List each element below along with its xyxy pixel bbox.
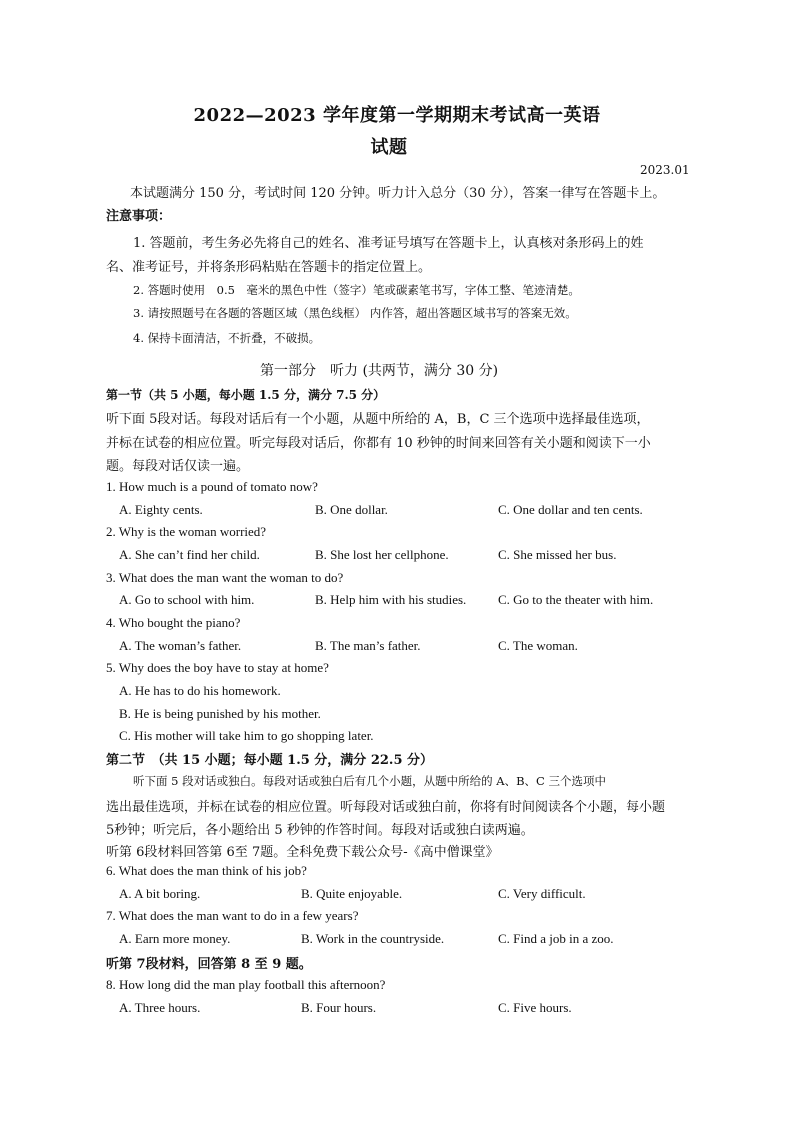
q3-option-b: B. Help him with his studies. (315, 592, 467, 607)
section2-instructions-3: 5秒钟；听完后，各小题给出 5 秒钟的作答时间。每段对话或独白读两遍。 (106, 823, 534, 838)
material-6-note: 听第 6段材料回答第 6至 7题。全科免费下载公众号-《高中僧课堂》 (106, 845, 499, 860)
notes-item-4: 4. 保持卡面清洁，不折叠，不破损。 (133, 331, 321, 345)
section1-instructions-2: 并标在试卷的相应位置。听完每段对话后，你都有 10 秒钟的时间来回答有关小题和阅读下一小 (106, 436, 651, 451)
notes-item-2: 2. 答题时使用 0.5 毫米的黑色中性（签字）笔或碳素笔书写，字体工整、笔迹清楚。 (133, 283, 580, 297)
question-2: 2. Why is the woman worried? (106, 524, 267, 539)
question-3: 3. What does the man want the woman to do? (106, 570, 344, 585)
q3-option-c: C. Go to the theater with him. (498, 592, 654, 607)
part1-heading: 第一部分 听力 (共两节，满分 30 分) (260, 363, 499, 379)
q8-option-b: B. Four hours. (301, 1000, 377, 1015)
question-1: 1. How much is a pound of tomato now? (106, 479, 318, 494)
q4-option-b: B. The man’s father. (315, 638, 421, 653)
section1-instructions-1: 听下面 5段对话。每段对话后有一个小题，从题中所给的 A，B，C 三个选项中选择最佳选项， (106, 412, 650, 427)
exam-date: 2023.01 (640, 163, 690, 177)
q7-option-a: A. Earn more money. (119, 931, 231, 946)
q6-option-b: B. Quite enjoyable. (301, 886, 403, 901)
notes-item-1a: 1. 答题前，考生务必先将自己的姓名、准考证号填写在答题卡上，认真核对条形码上的姓 (133, 236, 644, 251)
q4-option-c: C. The woman. (498, 638, 578, 653)
q2-option-c: C. She missed her bus. (498, 547, 617, 562)
section2-instructions-2: 选出最佳选项，并标在试卷的相应位置。听每段对话或独白前，你将有时间阅读各个小题，每小题 (106, 800, 666, 815)
q6-option-c: C. Very difficult. (498, 886, 586, 901)
material-7-note: 听第 7段材料，回答第 8 至 9 题。 (106, 957, 312, 972)
q1-option-b: B. One dollar. (315, 502, 388, 517)
q5-option-a: A. He has to do his homework. (119, 683, 281, 698)
q5-option-b: B. He is being punished by his mother. (119, 706, 321, 721)
question-5: 5. Why does the boy have to stay at home? (106, 660, 329, 675)
q7-option-c: C. Find a job in a zoo. (498, 931, 614, 946)
q8-option-c: C. Five hours. (498, 1000, 572, 1015)
q6-option-a: A. A bit boring. (119, 886, 201, 901)
q7-option-b: B. Work in the countryside. (301, 931, 445, 946)
question-7: 7. What does the man want to do in a few years? (106, 908, 359, 923)
exam-subtitle: 试题 (370, 137, 408, 158)
q4-option-a: A. The woman’s father. (119, 638, 242, 653)
q3-option-a: A. Go to school with him. (119, 592, 255, 607)
question-6: 6. What does the man think of his job? (106, 863, 307, 878)
exam-title: 2022—2023 学年度第一学期期末考试高一英语 (193, 105, 601, 126)
q2-option-b: B. She lost her cellphone. (315, 547, 449, 562)
notes-heading: 注意事项： (106, 209, 172, 224)
q1-option-a: A. Eighty cents. (119, 502, 203, 517)
intro-text: 本试题满分 150 分，考试时间 120 分钟。听力计入总分（30 分），答案一律写在答题卡上。 (130, 186, 666, 201)
section2-heading: 第二节 （共 15 小题；每小题 1.5 分，满分 22.5 分） (106, 753, 434, 768)
section1-heading: 第一节（共 5 小题，每小题 1.5 分，满分 7.5 分） (106, 388, 386, 402)
question-4: 4. Who bought the piano? (106, 615, 241, 630)
question-8: 8. How long did the man play football this afternoon? (106, 977, 386, 992)
notes-item-3: 3. 请按照题号在各题的答题区域（黑色线框） 内作答，超出答题区域书写的答案无效。 (133, 306, 577, 320)
section1-instructions-3: 题。每段对话仅读一遍。 (106, 459, 250, 474)
q5-option-c: C. His mother will take him to go shopping later. (119, 728, 374, 743)
section2-instructions-1: 听下面 5 段对话或独白。每段对话或独白后有几个小题，从题中所给的 A、B、C 三个选项中 (133, 774, 606, 788)
q8-option-a: A. Three hours. (119, 1000, 201, 1015)
notes-item-1b: 名、准考证号，并将条形码粘贴在答题卡的指定位置上。 (106, 260, 432, 275)
q1-option-c: C. One dollar and ten cents. (498, 502, 643, 517)
q2-option-a: A. She can’t find her child. (119, 547, 260, 562)
